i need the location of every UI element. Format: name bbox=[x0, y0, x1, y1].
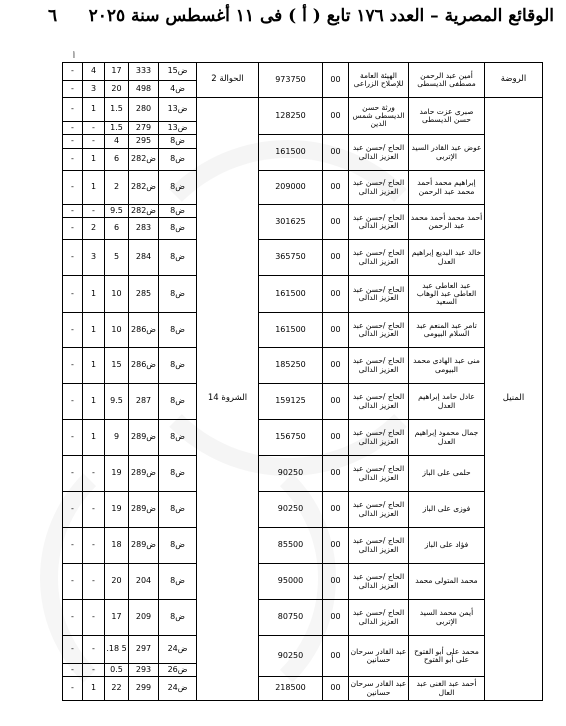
cell-col1: - bbox=[63, 456, 83, 492]
cell-col3: 20 bbox=[105, 81, 129, 98]
cell-price: 90250 bbox=[259, 456, 323, 492]
cell-col4: 293 bbox=[129, 664, 159, 677]
cell-zero: 00 bbox=[323, 677, 349, 701]
cell-seller: أيمن محمد السيد الإتربى bbox=[409, 600, 485, 636]
table-row bbox=[63, 63, 543, 81]
corner-mark: أ bbox=[73, 52, 75, 60]
cell-col2: 1 bbox=[83, 313, 105, 348]
cell-col3: 10 bbox=[105, 313, 129, 348]
cell-zero: 00 bbox=[323, 276, 349, 313]
cell-col2: - bbox=[83, 664, 105, 677]
cell-col2: 1 bbox=[83, 149, 105, 171]
cell-zero: 00 bbox=[323, 98, 349, 135]
cell-col4: ض286 bbox=[129, 313, 159, 348]
cell-col4: ض282 bbox=[129, 149, 159, 171]
cell-col5: ض8 bbox=[159, 420, 197, 456]
cell-village: المنيل bbox=[485, 98, 543, 701]
cell-col2: 1 bbox=[83, 384, 105, 420]
cell-price: 161500 bbox=[259, 135, 323, 171]
cell-seller: خالد عبد البديع إبراهيم العدل bbox=[409, 240, 485, 276]
cell-col5: ض8 bbox=[159, 218, 197, 240]
cell-col3: 22 bbox=[105, 677, 129, 701]
cell-seller: فؤاد على الباز bbox=[409, 528, 485, 564]
table-row bbox=[63, 313, 543, 348]
table-row bbox=[63, 135, 543, 149]
cell-zero: 00 bbox=[323, 420, 349, 456]
cell-col1: - bbox=[63, 171, 83, 205]
cell-seller: محمد على أبو الفتوح على أبو الفتوح bbox=[409, 636, 485, 677]
cell-buyer: ورثة حسن الديسطى شمس الدين bbox=[349, 98, 409, 135]
cell-price: 95000 bbox=[259, 564, 323, 600]
cell-price: 973750 bbox=[259, 63, 323, 98]
cell-col2: - bbox=[83, 528, 105, 564]
cell-price: 156750 bbox=[259, 420, 323, 456]
cell-zero: 00 bbox=[323, 63, 349, 98]
cell-buyer: الحاج /حسن عبد العزيز الدالى bbox=[349, 171, 409, 205]
cell-col3: 10 bbox=[105, 276, 129, 313]
cell-seller: أمين عبد الرحمن مصطفى الديسطى bbox=[409, 63, 485, 98]
cell-buyer: الحاج /حسن عبد العزيز الدالى bbox=[349, 564, 409, 600]
cell-col1: - bbox=[63, 677, 83, 701]
cell-col1: - bbox=[63, 384, 83, 420]
cell-zero: 00 bbox=[323, 528, 349, 564]
cell-col3: 9.5 bbox=[105, 384, 129, 420]
cell-zero: 00 bbox=[323, 205, 349, 240]
table-row bbox=[63, 636, 543, 664]
table-row bbox=[63, 384, 543, 420]
cell-village: الروضة bbox=[485, 63, 543, 98]
cell-seller: عوض عبد القادر السيد الإتربى bbox=[409, 135, 485, 171]
table-row bbox=[63, 600, 543, 636]
cell-col3: 15 bbox=[105, 348, 129, 384]
cell-price: 209000 bbox=[259, 171, 323, 205]
cell-price: 80750 bbox=[259, 600, 323, 636]
cell-seller: فوزى على الباز bbox=[409, 492, 485, 528]
cell-seller: عبد العاطى عبد العاطى عبد الوهاب السعيد bbox=[409, 276, 485, 313]
cell-col5: ض15 bbox=[159, 63, 197, 81]
cell-col1: - bbox=[63, 600, 83, 636]
cell-col4: 204 bbox=[129, 564, 159, 600]
cell-col2: 1 bbox=[83, 677, 105, 701]
cell-col5: ض8 bbox=[159, 205, 197, 218]
cell-col4: ض286 bbox=[129, 348, 159, 384]
table-row bbox=[63, 456, 543, 492]
cell-col3: 6 bbox=[105, 149, 129, 171]
table-row bbox=[63, 240, 543, 276]
cell-price: 365750 bbox=[259, 240, 323, 276]
registry-table-wrap bbox=[62, 62, 542, 701]
cell-col4: ض289 bbox=[129, 492, 159, 528]
cell-col5: ض26 bbox=[159, 664, 197, 677]
cell-col2: - bbox=[83, 456, 105, 492]
table-row bbox=[63, 98, 543, 122]
page-header bbox=[0, 6, 566, 32]
cell-col3: 1.5 bbox=[105, 98, 129, 122]
cell-buyer: الحاج /حسن عبد العزيز الدالى bbox=[349, 276, 409, 313]
cell-col5: ض8 bbox=[159, 600, 197, 636]
table-row bbox=[63, 528, 543, 564]
cell-col3: 1.5 bbox=[105, 122, 129, 135]
cell-col3: 18 bbox=[105, 528, 129, 564]
cell-price: 128250 bbox=[259, 98, 323, 135]
cell-buyer: الحاج /حسن عبد العزيز الدالى bbox=[349, 135, 409, 171]
cell-buyer: الحاج /حسن عبد العزيز الدالى bbox=[349, 492, 409, 528]
cell-col1: - bbox=[63, 98, 83, 122]
cell-col1: - bbox=[63, 205, 83, 218]
cell-buyer: الحاج /حسن عبد العزيز الدالى bbox=[349, 456, 409, 492]
cell-col3: 19 bbox=[105, 456, 129, 492]
cell-basin: الحوالة 2 bbox=[197, 63, 259, 98]
cell-col3: 9 bbox=[105, 420, 129, 456]
cell-col5: ض8 bbox=[159, 313, 197, 348]
cell-col5: ض4 bbox=[159, 81, 197, 98]
cell-price: 85500 bbox=[259, 528, 323, 564]
cell-col4: 283 bbox=[129, 218, 159, 240]
cell-col5: ض8 bbox=[159, 528, 197, 564]
cell-col2: 1 bbox=[83, 98, 105, 122]
cell-zero: 00 bbox=[323, 600, 349, 636]
cell-seller: عادل حامد إبراهيم العدل bbox=[409, 384, 485, 420]
cell-col4: ض282 bbox=[129, 171, 159, 205]
cell-col2: 1 bbox=[83, 171, 105, 205]
cell-col4: 284 bbox=[129, 240, 159, 276]
cell-buyer: الحاج /حسن عبد العزيز الدالى bbox=[349, 600, 409, 636]
table-row bbox=[63, 492, 543, 528]
cell-zero: 00 bbox=[323, 171, 349, 205]
cell-seller: صبرى عزت حامد حسن الديسطى bbox=[409, 98, 485, 135]
cell-col2: - bbox=[83, 122, 105, 135]
cell-col1: - bbox=[63, 63, 83, 81]
registry-table bbox=[62, 62, 543, 701]
cell-buyer: عبد القادر سرحان حسانين bbox=[349, 677, 409, 701]
cell-zero: 00 bbox=[323, 135, 349, 171]
cell-col4: 297 bbox=[129, 636, 159, 664]
cell-col5: ض8 bbox=[159, 135, 197, 149]
cell-zero: 00 bbox=[323, 348, 349, 384]
cell-col2: 3 bbox=[83, 81, 105, 98]
cell-col1: - bbox=[63, 135, 83, 149]
cell-col2: - bbox=[83, 205, 105, 218]
cell-col3: 17 bbox=[105, 600, 129, 636]
cell-price: 159125 bbox=[259, 384, 323, 420]
cell-col1: - bbox=[63, 636, 83, 664]
cell-seller: منى عبد الهادى محمد البيومى bbox=[409, 348, 485, 384]
cell-col4: ض289 bbox=[129, 456, 159, 492]
cell-col1: - bbox=[63, 313, 83, 348]
cell-col1: - bbox=[63, 420, 83, 456]
cell-col1: - bbox=[63, 81, 83, 98]
cell-col5: ض8 bbox=[159, 149, 197, 171]
cell-col2: 2 bbox=[83, 218, 105, 240]
cell-col5: ض8 bbox=[159, 456, 197, 492]
cell-buyer: الحاج /حسن عبد العزيز الدالى bbox=[349, 205, 409, 240]
cell-col1: - bbox=[63, 492, 83, 528]
cell-col2: 1 bbox=[83, 276, 105, 313]
cell-zero: 00 bbox=[323, 384, 349, 420]
cell-col3: .18 5 bbox=[105, 636, 129, 664]
cell-col4: 280 bbox=[129, 98, 159, 122]
cell-col5: ض8 bbox=[159, 276, 197, 313]
cell-col5: ض8 bbox=[159, 240, 197, 276]
cell-col1: - bbox=[63, 276, 83, 313]
cell-zero: 00 bbox=[323, 313, 349, 348]
cell-zero: 00 bbox=[323, 456, 349, 492]
cell-col2: 1 bbox=[83, 420, 105, 456]
cell-col3: 20 bbox=[105, 564, 129, 600]
table-row bbox=[63, 564, 543, 600]
cell-seller: إبراهيم محمد أحمد محمد عبد الرحمن bbox=[409, 171, 485, 205]
cell-col4: 498 bbox=[129, 81, 159, 98]
cell-zero: 00 bbox=[323, 564, 349, 600]
cell-zero: 00 bbox=[323, 240, 349, 276]
cell-buyer: الحاج /حسن عبد العزيز الدالى bbox=[349, 313, 409, 348]
cell-buyer: الهيئة العامة للإصلاح الزراعى bbox=[349, 63, 409, 98]
cell-col5: ض8 bbox=[159, 348, 197, 384]
cell-price: 301625 bbox=[259, 205, 323, 240]
cell-col4: 299 bbox=[129, 677, 159, 701]
cell-price: 161500 bbox=[259, 313, 323, 348]
cell-col1: - bbox=[63, 664, 83, 677]
cell-col4: 287 bbox=[129, 384, 159, 420]
table-row bbox=[63, 677, 543, 701]
cell-buyer: الحاج /حسن عبد العزيز الدالى bbox=[349, 528, 409, 564]
cell-col5: ض8 bbox=[159, 384, 197, 420]
cell-basin: الشروة 14 bbox=[197, 98, 259, 701]
cell-seller: تامر عبد المنعم عبد السلام البيومى bbox=[409, 313, 485, 348]
cell-col1: - bbox=[63, 564, 83, 600]
cell-col5: ض8 bbox=[159, 171, 197, 205]
cell-col5: ض13 bbox=[159, 122, 197, 135]
cell-col5: ض8 bbox=[159, 492, 197, 528]
cell-col2: - bbox=[83, 636, 105, 664]
cell-col1: - bbox=[63, 122, 83, 135]
cell-col1: - bbox=[63, 149, 83, 171]
cell-col1: - bbox=[63, 240, 83, 276]
cell-price: 90250 bbox=[259, 636, 323, 677]
cell-col4: ض289 bbox=[129, 420, 159, 456]
cell-buyer: عبد القادر سرحان حسانين bbox=[349, 636, 409, 677]
cell-col4: ض282 bbox=[129, 205, 159, 218]
cell-buyer: الحاج /حسن عبد العزيز الدالى bbox=[349, 384, 409, 420]
cell-seller: أحمد محمد أحمد محمد عبد الرحمن bbox=[409, 205, 485, 240]
cell-col3: 9.5 bbox=[105, 205, 129, 218]
cell-col2: - bbox=[83, 600, 105, 636]
table-row bbox=[63, 276, 543, 313]
cell-col1: - bbox=[63, 218, 83, 240]
cell-col1: - bbox=[63, 528, 83, 564]
cell-col4: 209 bbox=[129, 600, 159, 636]
cell-price: 90250 bbox=[259, 492, 323, 528]
cell-col2: - bbox=[83, 135, 105, 149]
cell-col2: 1 bbox=[83, 348, 105, 384]
cell-col5: ض24 bbox=[159, 636, 197, 664]
cell-col4: ض289 bbox=[129, 528, 159, 564]
cell-col1: - bbox=[63, 348, 83, 384]
cell-seller: حلمى على الباز bbox=[409, 456, 485, 492]
cell-buyer: الحاج /حسن عبد العزيز الدالى bbox=[349, 348, 409, 384]
cell-col4: 279 bbox=[129, 122, 159, 135]
cell-zero: 00 bbox=[323, 492, 349, 528]
cell-price: 185250 bbox=[259, 348, 323, 384]
cell-col2: - bbox=[83, 492, 105, 528]
page-title: الوقائع المصرية – العدد ١٧٦ تابع ( أ ) فى ١١ أغسطس سنة ٢٠٢٥ bbox=[88, 6, 554, 26]
cell-price: 218500 bbox=[259, 677, 323, 701]
cell-col2: - bbox=[83, 564, 105, 600]
cell-col3: 4 bbox=[105, 135, 129, 149]
cell-buyer: الحاج /حسن عبد العزيز الدالى bbox=[349, 240, 409, 276]
cell-col3: 17 bbox=[105, 63, 129, 81]
table-row bbox=[63, 420, 543, 456]
cell-col2: 3 bbox=[83, 240, 105, 276]
cell-zero: 00 bbox=[323, 636, 349, 677]
cell-price: 161500 bbox=[259, 276, 323, 313]
cell-col3: 2 bbox=[105, 171, 129, 205]
cell-col3: 19 bbox=[105, 492, 129, 528]
cell-col4: 295 bbox=[129, 135, 159, 149]
cell-col4: 333 bbox=[129, 63, 159, 81]
cell-col3: 6 bbox=[105, 218, 129, 240]
cell-col3: 5 bbox=[105, 240, 129, 276]
cell-buyer: الحاج /حسن عبد العزيز الدالى bbox=[349, 420, 409, 456]
table-row bbox=[63, 348, 543, 384]
cell-col5: ض8 bbox=[159, 564, 197, 600]
cell-col5: ض13 bbox=[159, 98, 197, 122]
table-row bbox=[63, 205, 543, 218]
table-row bbox=[63, 171, 543, 205]
cell-seller: أحمد عبد الغنى عبد العال bbox=[409, 677, 485, 701]
cell-col5: ض24 bbox=[159, 677, 197, 701]
cell-col2: 4 bbox=[83, 63, 105, 81]
cell-col3: 0.5 bbox=[105, 664, 129, 677]
cell-seller: محمد المتولى محمد bbox=[409, 564, 485, 600]
page-number: ٦ bbox=[48, 6, 58, 26]
cell-col4: 285 bbox=[129, 276, 159, 313]
cell-seller: جمال محمود إبراهيم العدل bbox=[409, 420, 485, 456]
